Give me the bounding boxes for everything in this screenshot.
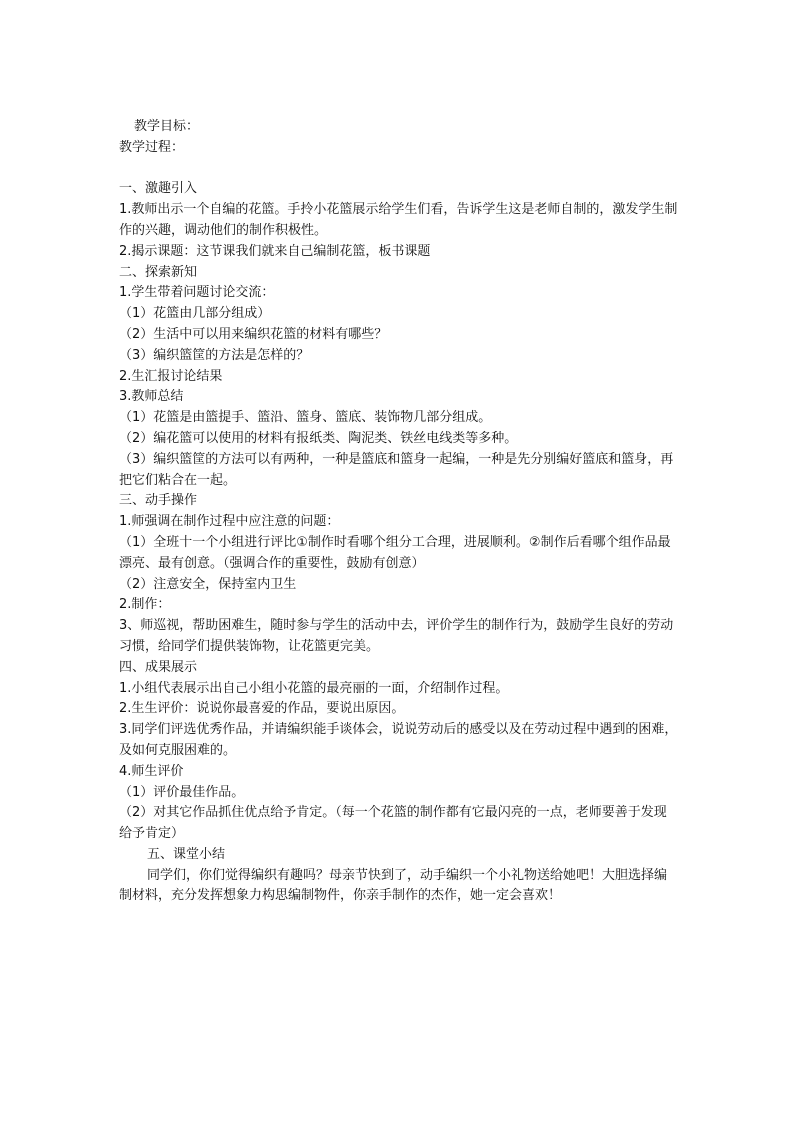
section-5-heading: 五、课堂小结	[147, 846, 226, 862]
section-3-item-1: 1.师强调在制作过程中应注意的问题：	[119, 514, 340, 530]
section-3-item-3: 3、师巡视，帮助困难生，随时参与学生的活动中去，评价学生的制作行为，鼓励学生良好的劳动习惯，给同学们提供装饰物，让花篮更完美。	[119, 618, 674, 654]
blank-line	[119, 159, 679, 180]
section-2-heading: 二、探索新知	[119, 264, 198, 280]
lesson-plan-body	[119, 117, 679, 907]
teaching-process-label: 教学过程：	[119, 139, 185, 155]
section-2-item-1: 1.学生带着问题讨论交流：	[119, 285, 275, 301]
section-2-answer-3: （3）编织篮筐的方法可以有两种，一种是篮底和篮身一起编，一种是先分别编好篮底和篮身，再把它们粘合在一起。	[119, 451, 674, 488]
section-4-heading: 四、成果展示	[119, 659, 198, 675]
teaching-goal-label: 教学目标：	[134, 119, 200, 134]
section-4-item-1: 1.小组代表展示出自己小组小花篮的最亮丽的一面，介绍制作过程。	[119, 680, 509, 696]
section-2-item-3: 3.教师总结	[119, 389, 184, 405]
section-1-item-1: 1.教师出示一个自编的花篮。手拎小花篮展示给学生们看，告诉学生这是老师自制的，激发学生制作的兴趣，调动他们的制作积极性。	[119, 202, 678, 238]
section-2-answer-1: （1）花篮是由篮提手、篮沿、篮身、篮底、装饰物几部分组成。	[119, 410, 492, 426]
section-2-question-1: （1）花篮由几部分组成）	[119, 306, 271, 322]
section-4-eval-2: （2）对其它作品抓住优点给予肯定。（每一个花篮的制作都有它最闪亮的一点，老师要善于发现给予肯定）	[119, 805, 667, 842]
section-1-heading: 一、激趣引入	[119, 181, 198, 197]
section-4-item-3: 3.同学们评选优秀作品，并请编织能手谈体会，说说劳动后的感受以及在劳动过程中遇到的困难，及如何克服困难的。	[119, 722, 678, 758]
section-4-item-4: 4.师生评价	[119, 763, 184, 779]
section-1-item-2: 2.揭示课题：这节课我们就来自己编制花篮，板书课题	[119, 243, 431, 259]
section-2-item-2: 2.生汇报讨论结果	[119, 368, 223, 384]
section-2-answer-2: （2）编花篮可以使用的材料有报纸类、陶泥类、铁丝电线类等多种。	[119, 430, 518, 446]
section-3-note-2: （2）注意安全，保持室内卫生	[119, 576, 297, 592]
section-2-question-3: （3）编织篮筐的方法是怎样的？	[119, 347, 310, 363]
section-2-question-2: （2）生活中可以用来编织花篮的材料有哪些？	[119, 326, 388, 342]
section-3-item-2: 2.制作：	[119, 597, 171, 613]
section-4-eval-1: （1）评价最佳作品。	[119, 784, 245, 800]
section-3-heading: 三、动手操作	[119, 493, 198, 509]
section-3-note-1: （1）全班十一个小组进行评比①制作时看哪个组分工合理，进展顺利。②制作后看哪个组作品最漂亮、最有创意。（强调合作的重要性，鼓励有创意）	[119, 534, 671, 571]
section-5-paragraph: 同学们，你们觉得编织有趣吗？母亲节快到了，动手编织一个小礼物送给她吧！大胆选择编制材料，充分发挥想象力构思编制物件，你亲手制作的杰作，她一定会喜欢！	[119, 867, 668, 904]
section-4-item-2: 2.生生评价：说说你最喜爱的作品，要说出原因。	[119, 701, 405, 717]
